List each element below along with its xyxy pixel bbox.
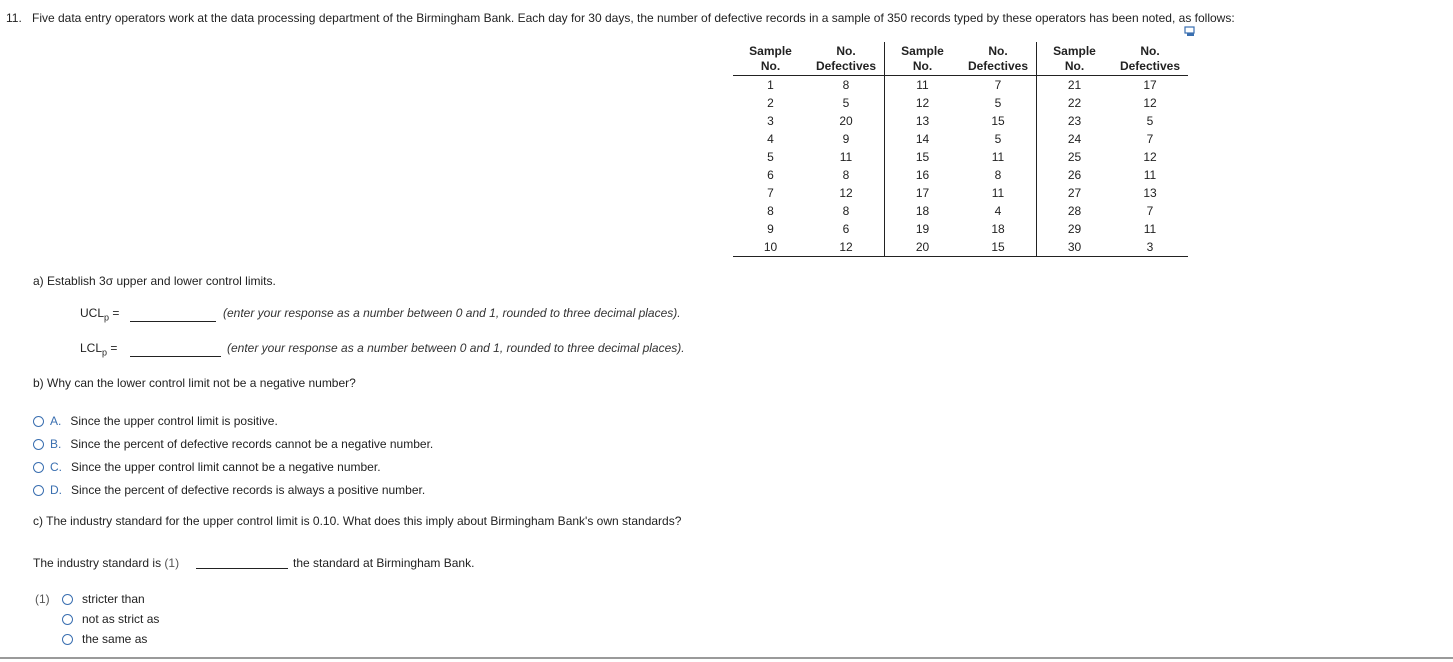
table-cell: 14 (915, 132, 930, 146)
radio-button[interactable] (33, 439, 44, 450)
table-cell: 7 (1146, 204, 1154, 218)
table-row (733, 94, 1188, 112)
table-row (733, 76, 1188, 95)
table-row (733, 184, 1188, 202)
table-cell: 25 (1067, 150, 1082, 164)
radio-button[interactable] (62, 614, 73, 625)
table-cell: 15 (915, 150, 930, 164)
table-cell: 12 (1143, 150, 1157, 164)
table-cell: 3 (1112, 238, 1188, 257)
option-text: Since the upper control limit is positive. (70, 414, 278, 428)
table-cell: 9 (767, 222, 774, 236)
table-cell: 28 (1067, 204, 1082, 218)
table-cell: 16 (915, 168, 930, 182)
sentence-end: the standard at Birmingham Bank. (293, 556, 475, 570)
table-cell: 8 (767, 204, 774, 218)
table-cell: 6 (808, 220, 885, 238)
part-c-sentence (33, 556, 179, 570)
defectives-table (733, 42, 1188, 257)
table-cell: 8 (960, 166, 1037, 184)
table-cell: 30 (1037, 238, 1113, 257)
table-row (733, 148, 1188, 166)
lcl-hint: (enter your response as a number between 0 and 1, rounded to three decimal places). (227, 341, 685, 355)
col-header-defectives-1: No. Defectives (808, 42, 885, 76)
table-cell: 6 (767, 168, 774, 182)
choice-text: the same as (82, 632, 148, 646)
table-cell: 11 (808, 148, 885, 166)
table-cell: 13 (1143, 186, 1157, 200)
table-cell: 12 (808, 184, 885, 202)
option-text: Since the percent of defective records cannot be a negative number. (70, 437, 434, 451)
choice-marker: (1) (35, 592, 50, 606)
lcl-equals: = (110, 341, 118, 355)
option-letter: C. (50, 460, 62, 474)
table-row (733, 202, 1188, 220)
col-header-sample-2: Sample No. (885, 42, 961, 76)
table-cell: 7 (960, 76, 1037, 95)
radio-button[interactable] (62, 594, 73, 605)
ucl-equals: = (112, 306, 120, 320)
table-cell: 18 (960, 220, 1037, 238)
table-cell: 11 (960, 148, 1037, 166)
table-cell: 12 (808, 238, 885, 257)
table-cell: 24 (1067, 132, 1082, 146)
question-number: 11. (6, 11, 22, 25)
table-cell: 15 (960, 112, 1037, 130)
table-cell: 18 (915, 204, 930, 218)
table-cell: 9 (808, 130, 885, 148)
bottom-divider (0, 657, 1453, 659)
dropdown-blank-1[interactable] (196, 568, 288, 569)
part-a-prompt: a) Establish 3σ upper and lower control limits. (33, 274, 276, 288)
table-cell: 20 (885, 238, 961, 257)
table-cell: 5 (767, 150, 774, 164)
ucl-hint: (enter your response as a number between 0 and 1, rounded to three decimal places). (223, 306, 681, 320)
table-cell: 12 (915, 96, 930, 110)
table-row (733, 238, 1188, 257)
table-cell: 11 (1143, 222, 1157, 236)
radio-button[interactable] (33, 485, 44, 496)
option-a[interactable] (33, 414, 278, 428)
choice-text: stricter than (82, 592, 145, 606)
table-cell: 8 (808, 202, 885, 220)
ucl-label: UCL (80, 306, 105, 320)
table-cell: 21 (1067, 78, 1082, 92)
table-cell: 8 (808, 166, 885, 184)
table-row (733, 166, 1188, 184)
table-cell: 5 (960, 130, 1037, 148)
table-cell: 7 (1146, 132, 1154, 146)
part-b-prompt: b) Why can the lower control limit not be a negative number? (33, 376, 356, 390)
table-cell: 13 (915, 114, 930, 128)
table-cell: 11 (960, 184, 1037, 202)
option-c[interactable] (33, 460, 381, 474)
table-cell: 4 (960, 202, 1037, 220)
option-letter: A. (50, 414, 62, 428)
table-cell: 20 (808, 112, 885, 130)
table-cell: 19 (915, 222, 930, 236)
table-cell: 1 (767, 78, 774, 92)
radio-button[interactable] (33, 416, 44, 427)
question-text: Five data entry operators work at the data processing department of the Birmingham Bank. Each day for 30 days, the number of defective records in a sample of 350 records typed by these operators has been noted, as follows: (32, 11, 1235, 25)
col-header-defectives-3: No. Defectives (1112, 42, 1188, 76)
table-cell: 11 (1143, 168, 1157, 182)
choice-option[interactable] (62, 592, 145, 606)
table-cell: 4 (767, 132, 774, 146)
option-letter: D. (50, 483, 62, 497)
radio-button[interactable] (33, 462, 44, 473)
blank-marker: (1) (164, 556, 180, 570)
table-row (733, 112, 1188, 130)
table-cell: 17 (915, 186, 930, 200)
ucl-input[interactable] (130, 307, 216, 322)
table-cell: 3 (767, 114, 774, 128)
sentence-start: The industry standard is (33, 556, 162, 570)
radio-button[interactable] (62, 634, 73, 645)
lcl-label: LCL (80, 341, 103, 355)
table-cell: 5 (1146, 114, 1154, 128)
table-cell: 17 (1143, 78, 1157, 92)
ucl-row (80, 306, 119, 322)
lcl-row (80, 341, 117, 357)
table-cell: 11 (916, 78, 929, 92)
copy-icon[interactable] (1184, 26, 1196, 38)
table-cell: 8 (808, 76, 885, 95)
table-cell: 23 (1067, 114, 1082, 128)
col-header-sample-1: Sample No. (733, 42, 808, 76)
col-header-sample-3: Sample No. (1037, 42, 1113, 76)
table-cell: 22 (1067, 96, 1082, 110)
ucl-subscript: p (104, 312, 110, 323)
table-cell: 15 (960, 238, 1037, 257)
table-cell: 29 (1067, 222, 1082, 236)
table-cell: 7 (767, 186, 774, 200)
table-cell: 5 (808, 94, 885, 112)
choice-text: not as strict as (82, 612, 160, 626)
table-cell: 10 (733, 238, 808, 257)
table-cell: 26 (1067, 168, 1082, 182)
table-cell: 27 (1067, 186, 1082, 200)
option-text: Since the percent of defective records is always a positive number. (71, 483, 426, 497)
option-letter: B. (50, 437, 62, 451)
choice-option[interactable] (62, 612, 159, 626)
part-c-prompt: c) The industry standard for the upper control limit is 0.10. What does this imply about Birmingham Bank's own standards? (33, 514, 682, 528)
option-d[interactable] (33, 483, 425, 497)
lcl-subscript: p (102, 347, 108, 358)
lcl-input[interactable] (130, 342, 221, 357)
table-row (733, 220, 1188, 238)
table-row (733, 130, 1188, 148)
table-cell: 2 (767, 96, 774, 110)
table-cell: 5 (960, 94, 1037, 112)
col-header-defectives-2: No. Defectives (960, 42, 1037, 76)
option-b[interactable] (33, 437, 433, 451)
choice-option[interactable] (62, 632, 147, 646)
table-cell: 12 (1143, 96, 1157, 110)
option-text: Since the upper control limit cannot be a negative number. (71, 460, 381, 474)
